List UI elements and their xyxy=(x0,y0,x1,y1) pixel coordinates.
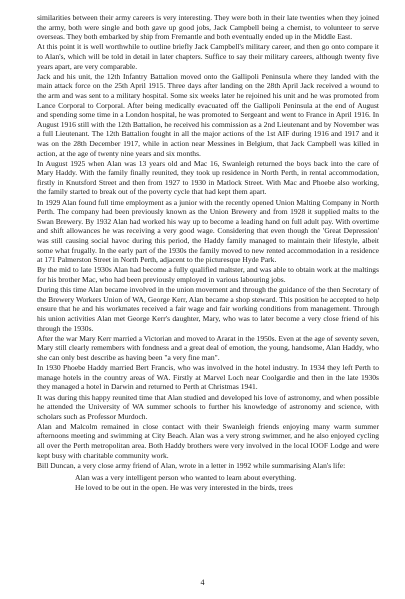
quote-line-1: Alan was a very intelligent person who wanted to learn about everything. xyxy=(75,473,297,483)
paragraph-1: similarities between their army careers is very interesting. They were both in their late twenties when they joined the army, both were single and both gave up good jobs, Jack Campbell being a chemist, to volunteer to serve overseas. They both embarked by ship from Fremantle and both eventually ended up in the Middle East. xyxy=(37,13,379,42)
paragraph-4: In August 1925 when Alan was 13 years old and Mac 16, Swanleigh returned the boys back into the care of Mary Haddy. With the family finally reunited, they took up residence in North Perth, in rental accommodation, firstly in Knutsford Street and then from 1927 to 1930 in Matlock Street. With Mac and Phoebe also working, the family started to break out of the poverty cycle that had kept them apart. xyxy=(37,158,379,197)
block-quote xyxy=(75,473,379,492)
quote-line-2: He loved to be out in the open. He was very interested in the birds, trees xyxy=(75,483,293,493)
paragraph-3: Jack and his unit, the 12th Infantry Battalion moved onto the Gallipoli Peninsula where they landed with the main attack force on the 25th April 1915. Three days after landing on the 28th April Jack received a wound to the arm and was sent to a military hospital. Some six weeks later he rejoined his unit and he was promoted from Lance Corporal to Corporal. After being medically evacuated off the Gallipoli Peninsula at the end of August and spending some time in a London hospital, he was promoted to Sergeant and went to France in April 1916. In August 1916 still with the 12th Battalion, he received his commission as a 2nd Lieutenant and by November was a full Lieutenant. The 12th Battalion fought in all the major actions of the 1st AIF during 1916 and 1917 and it was on the 28th December 1917, while in action near Messines in Belgium, that Jack Campbell was killed in action, at the age of twenty nine years and six months. xyxy=(37,71,379,158)
paragraph-10: It was during this happy reunited time that Alan studied and developed his love of astronomy, and when possible he attended the University of WA summer schools to further his knowledge of astronomy and science, with scholars such as Professor Murdoch. xyxy=(37,392,379,421)
paragraph-5: In 1929 Alan found full time employment as a junior with the recently opened Union Malting Company in North Perth. The company had been previously known as the Union Brewery and from 1928 it supplied malts to the Swan Brewery. By 1932 Alan had worked his way up to become a leading hand on full adult pay. With overtime and shift allowances he was receiving a very good wage. Considering that even though the 'Great Depression' was still causing social havoc during this period, the Haddy family managed to maintain their lifestyle, albeit some what frugally. In the early part of the 1930s the family moved to new rented accommodation in a residence at 171 Palmerston Street in North Perth, adjacent to the picturesque Hyde Park. xyxy=(37,197,379,265)
paragraph-12: Bill Duncan, a very close army friend of Alan, wrote in a letter in 1992 while summarising Alan's life: xyxy=(37,460,346,470)
paragraph-6: By the mid to late 1930s Alan had become a fully qualified maltster, and was able to obtain work at the maltings for his brother Mac, who had been previously employed in various labouring jobs. xyxy=(37,265,379,284)
paragraph-8: After the war Mary Kerr married a Victorian and moved to Ararat in the 1950s. Even at the age of seventy seven, Mary still clearly remembers with fondness and a great deal of emotion, the young, handsome, Alan Haddy, who she can only best describe as having been "a very fine man". xyxy=(37,333,379,362)
paragraph-2: At this point it is well worthwhile to outline briefly Jack Campbell's military career, and then go onto compare it to Alan's, which will be told in detail in later chapters. Suffice to say their military careers, although twenty five years apart, are very comparable. xyxy=(37,42,379,71)
paragraph-9: In 1930 Phoebe Haddy married Bert Francis, who was involved in the hotel industry. In 1934 they left Perth to manage hotels in the country areas of WA. Firstly at Marvel Loch near Coolgardie and then in the late 1930s they managed a hotel in Darwin and returned to Perth at Christmas 1941. xyxy=(37,363,379,392)
body-text xyxy=(37,13,379,493)
page-number: 4 xyxy=(200,578,205,587)
paragraph-11: Alan and Malcolm remained in close contact with their Swanleigh friends enjoying many warm summer afternoons meeting and swimming at City Beach. Alan was a very strong swimmer, and he also enjoyed cycling all over the Perth metropolitan area. Both Haddy brothers were very involved in the local IOOF Lodge and were kept busy with charitable community work. xyxy=(37,421,379,460)
paragraph-7: During this time Alan became involved in the union movement and through the guidance of the then Secretary of the Brewery Workers Union of WA, George Kerr, Alan became a shop steward. This position he accepted to help ensure that he and his workmates received a fair wage and fair working conditions from management. Through his union activities Alan met George Kerr's daughter, Mary, who was to later become a very close friend of his through the 1930s. xyxy=(37,285,379,333)
